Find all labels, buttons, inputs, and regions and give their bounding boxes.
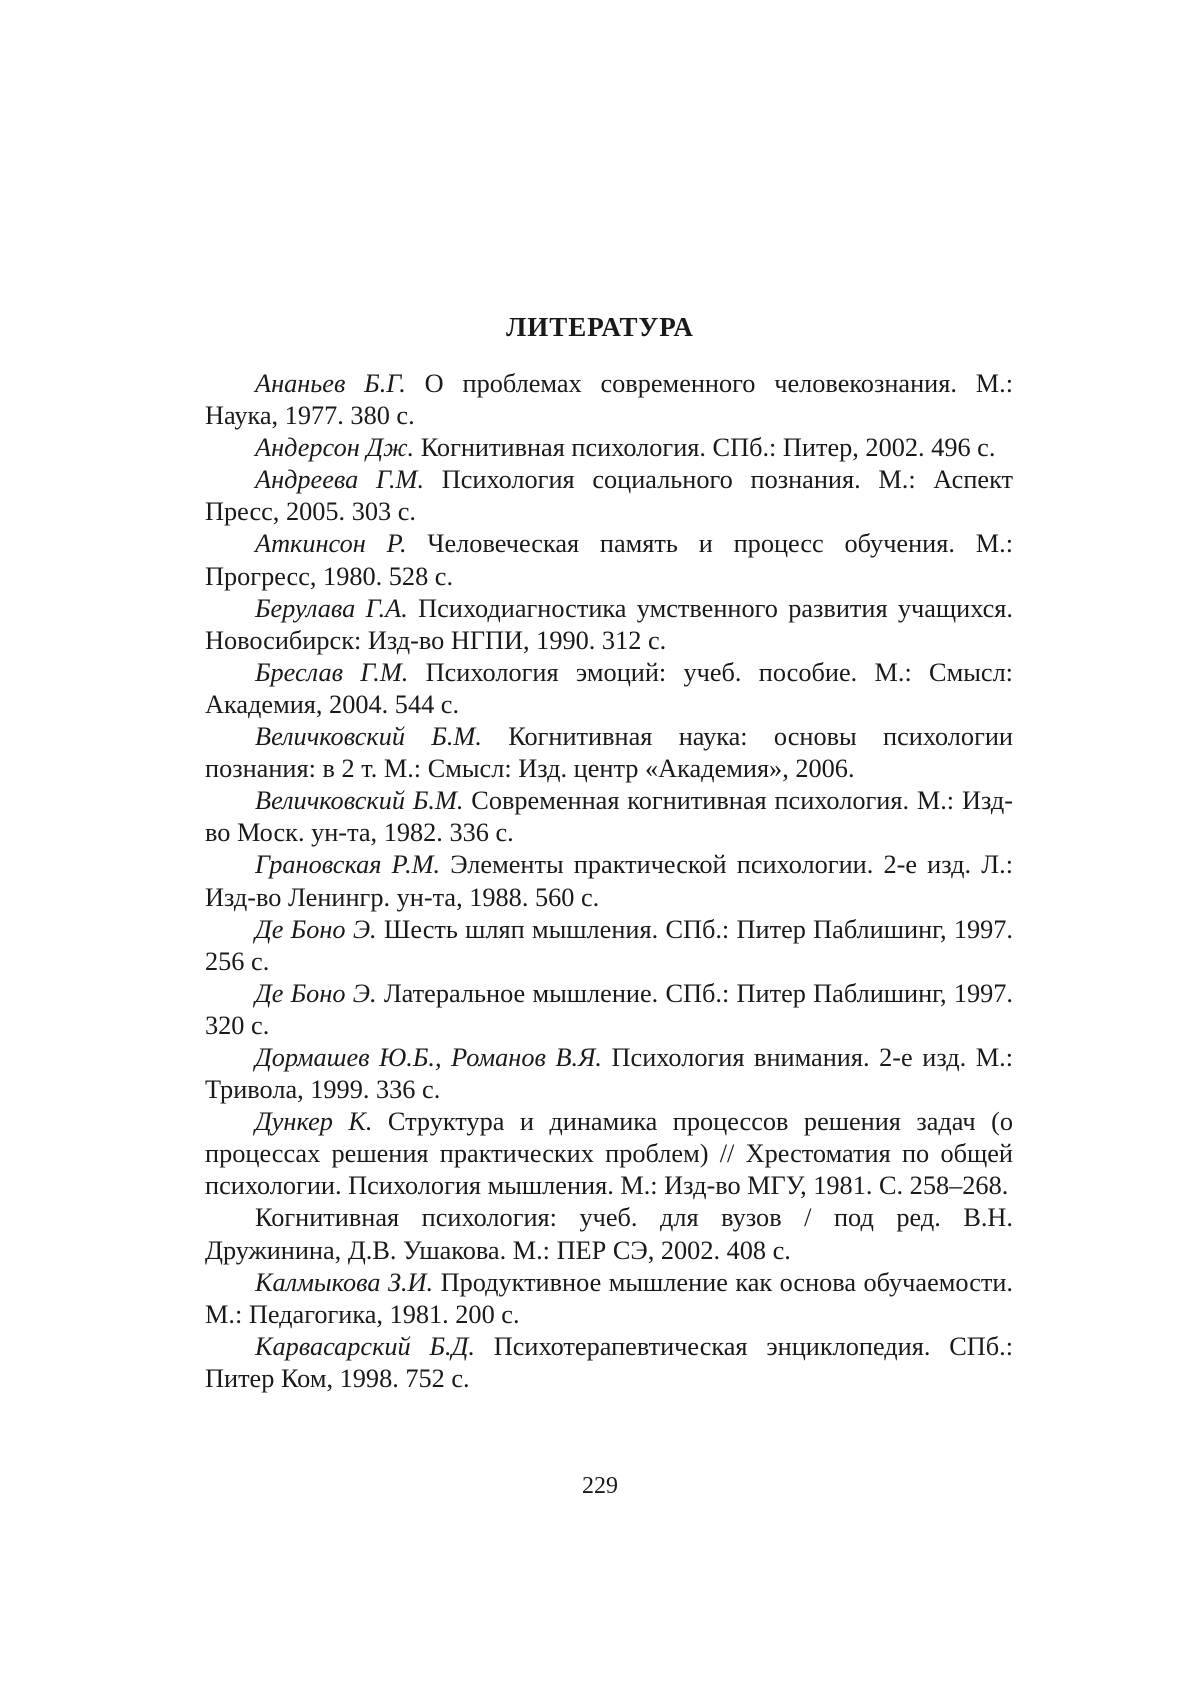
entry-author: Дункер К. xyxy=(255,1107,373,1137)
bibliography-entry xyxy=(205,368,1013,432)
entry-author: Ананьев Б.Г. xyxy=(255,369,406,398)
entry-text: Структура и динамика процессов решения задач (о процессах решения практических проблем) // Хрестоматия по общей психологии. Психология мышления. М.: Изд-во МГУ, 1981. С. 258–268. xyxy=(205,1107,1014,1201)
entry-author: Дормашев Ю.Б., Романов В.Я. xyxy=(255,1042,602,1072)
entry-author: Калмыкова З.И. xyxy=(255,1267,434,1297)
page-heading: ЛИТЕРАТУРА xyxy=(506,312,694,342)
bibliography-entry xyxy=(205,978,1013,1042)
entry-author: Величковский Б.М. xyxy=(255,786,464,816)
bibliography-entry xyxy=(205,593,1013,657)
entry-author: Аткинсон Р. xyxy=(255,529,407,559)
bibliography-entry xyxy=(205,849,1013,913)
bibliography-entry xyxy=(205,464,1013,528)
entry-text: Когнитивная психология: учеб. для вузов / под ред. В.Н. Дружинина, Д.В. Ушакова. М.: ПЕР СЭ, 2002. 408 с. xyxy=(205,1203,1013,1265)
entry-text: Психодиагностика умственного развития учащихся. Новосибирск: Изд-во НГПИ, 1990. 312 с. xyxy=(205,593,1013,655)
entry-author: Де Боно Э. xyxy=(255,914,377,944)
bibliography-list xyxy=(205,368,1013,1395)
page-number: 229 xyxy=(582,1473,618,1499)
bibliography-entry xyxy=(205,1202,1013,1266)
entry-text: Психотерапевтическая энциклопедия. СПб.: Питер Ком, 1998. 752 с. xyxy=(205,1331,1014,1393)
bibliography-entry xyxy=(205,1106,1013,1202)
entry-author: Величковский Б.М. xyxy=(255,722,482,752)
bibliography-entry xyxy=(205,1267,1013,1331)
entry-text: Шесть шляп мышления. СПб.: Питер Паблишинг, 1997. 256 с. xyxy=(205,914,1013,976)
bibliography-entry xyxy=(205,528,1013,592)
entry-text: Психология внимания. 2-е изд. М.: Тривола, 1999. 336 с. xyxy=(205,1042,1014,1105)
entry-author: Андерсон Дж. xyxy=(255,433,415,463)
entry-text: Продуктивное мышление как основа обучаемости. М.: Педагогика, 1981. 200 с. xyxy=(205,1267,1014,1329)
bibliography-entry xyxy=(205,721,1013,785)
entry-text: Современная когнитивная психология. М.: Изд-во Моск. ун-та, 1982. 336 с. xyxy=(205,786,1013,848)
entry-author: Грановская Р.М. xyxy=(255,850,441,880)
bibliography-entry xyxy=(205,432,1013,464)
entry-text: Элементы практической психологии. 2-е изд. Л.: Изд-во Ленингр. ун-та, 1988. 560 с. xyxy=(205,850,1013,912)
entry-text: Когнитивная психология. СПб.: Питер, 2002. 496 с. xyxy=(420,433,996,463)
entry-author: Берулава Г.А. xyxy=(255,593,408,623)
entry-text: Латеральное мышление. СПб.: Питер Паблишинг, 1997. 320 с. xyxy=(205,978,1013,1040)
entry-text: Человеческая память и процесс обучения. М.: Прогресс, 1980. 528 с. xyxy=(205,529,1014,591)
entry-text: Психология социального познания. М.: Аспект Пресс, 2005. 303 с. xyxy=(205,465,1013,527)
entry-text: Психология эмоций: учеб. пособие. М.: Смысл: Академия, 2004. 544 с. xyxy=(205,657,1013,719)
entry-author: Андреева Г.М. xyxy=(255,465,425,495)
bibliography-entry xyxy=(205,785,1013,849)
entry-author: Карвасарский Б.Д. xyxy=(255,1331,475,1361)
entry-text: О проблемах современного человекознания. М.: Наука, 1977. 380 с. xyxy=(205,369,1013,431)
bibliography-entry xyxy=(205,914,1013,978)
entry-author: Бреслав Г.М. xyxy=(255,657,409,687)
entry-author: Де Боно Э. xyxy=(255,978,377,1008)
bibliography-entry xyxy=(205,1331,1013,1395)
bibliography-entry xyxy=(205,657,1013,721)
entry-text: Когнитивная наука: основы психологии познания: в 2 т. М.: Смысл: Изд. центр «Академия», 2006. xyxy=(205,722,1013,784)
bibliography-entry xyxy=(205,1042,1013,1106)
